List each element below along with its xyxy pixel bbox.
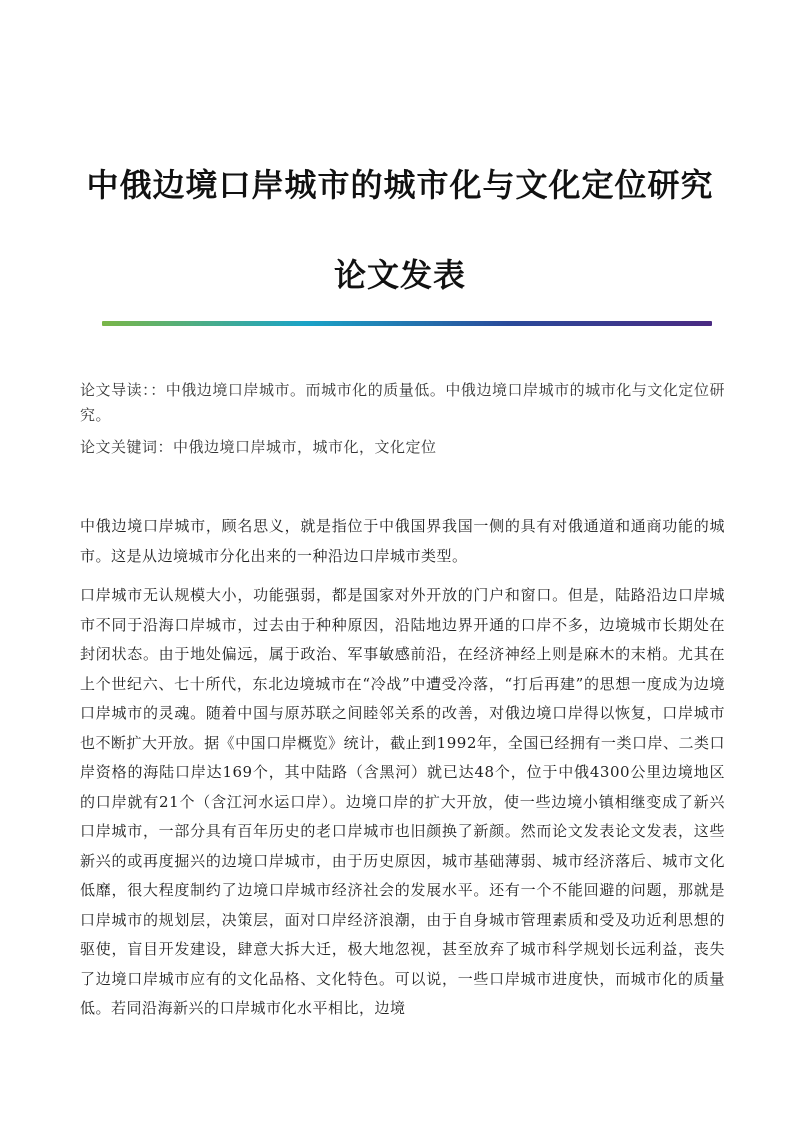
lead-label: 论文导读： bbox=[80, 381, 151, 399]
keywords-text: 中俄边境口岸城市，城市化，文化定位 bbox=[173, 438, 437, 456]
lead-paragraph bbox=[80, 378, 725, 428]
paper-title-line-2: 论文发表 bbox=[333, 256, 466, 294]
body-paragraph-1: 中俄边境口岸城市，顾名思义，就是指位于中俄国界我国一侧的具有对俄通道和通商功能的城市。这是从边境城市分化出来的一种沿边口岸城市类型。 bbox=[80, 517, 725, 565]
lead-text: ：中俄边境口岸城市。而城市化的质量低。中俄边境口岸城市的城市化与文化定位研究。 bbox=[80, 381, 725, 424]
paper-title bbox=[0, 160, 800, 296]
body-text bbox=[80, 512, 725, 1034]
keywords-label: 论文关键词： bbox=[80, 438, 174, 456]
keywords-paragraph bbox=[80, 435, 725, 460]
paper-title-line-1: 中俄边境口岸城市的城市化与文化定位研究 bbox=[86, 166, 714, 204]
abstract-section bbox=[80, 378, 725, 460]
body-paragraph-2: 口岸城市无认规模大小，功能强弱，都是国家对外开放的门户和窗口。但是，陆路沿边口岸城市不同于沿海口岸城市，过去由于种种原因，沿陆地边界开通的口岸不多，边境城市长期处在封闭状态。由于地处偏远，属于政治、军事敏感前沿，在经济神经上则是麻木的末梢。尤其在上个世纪六、七十所代，东北边境城市在“冷战”中遭受冷落，“打后再建”的思想一度成为边境口岸城市的灵魂。随着中国与原苏联之间睦邻关系的改善，对俄边境口岸得以恢复，口岸城市也不断扩大开放。据《中国口岸概览》统计，截止到1992年，全国已经拥有一类口岸、二类口岸资格的海陆口岸达169个，其中陆路（含黑河）就已达48个，位于中俄4300公里边境地区的口岸就有21个（含江河水运口岸）。边境口岸的扩大开放，使一些边境小镇相继变成了新兴口岸城市，一部分具有百年历史的老口岸城市也旧颜换了新颜。然而论文发表论文发表，这些新兴的或再度掘兴的边境口岸城市，由于历史原因，城市基础薄弱、城市经济落后、城市文化低靡，很大程度制约了边境口岸城市经济社会的发展水平。还有一个不能回避的问题，那就是口岸城市的规划层，决策层，面对口岸经济浪潮，由于自身城市管理素质和受及功近利思想的驱使，盲目开发建设，肆意大拆大迁，极大地忽视，甚至放弃了城市科学规划长远利益，丧失了边境口岸城市应有的文化品格、文化特色。可以说，一些口岸城市进度快，而城市化的质量低。若同沿海新兴的口岸城市化水平相比，边境 bbox=[80, 586, 725, 1017]
gradient-divider bbox=[102, 321, 712, 326]
